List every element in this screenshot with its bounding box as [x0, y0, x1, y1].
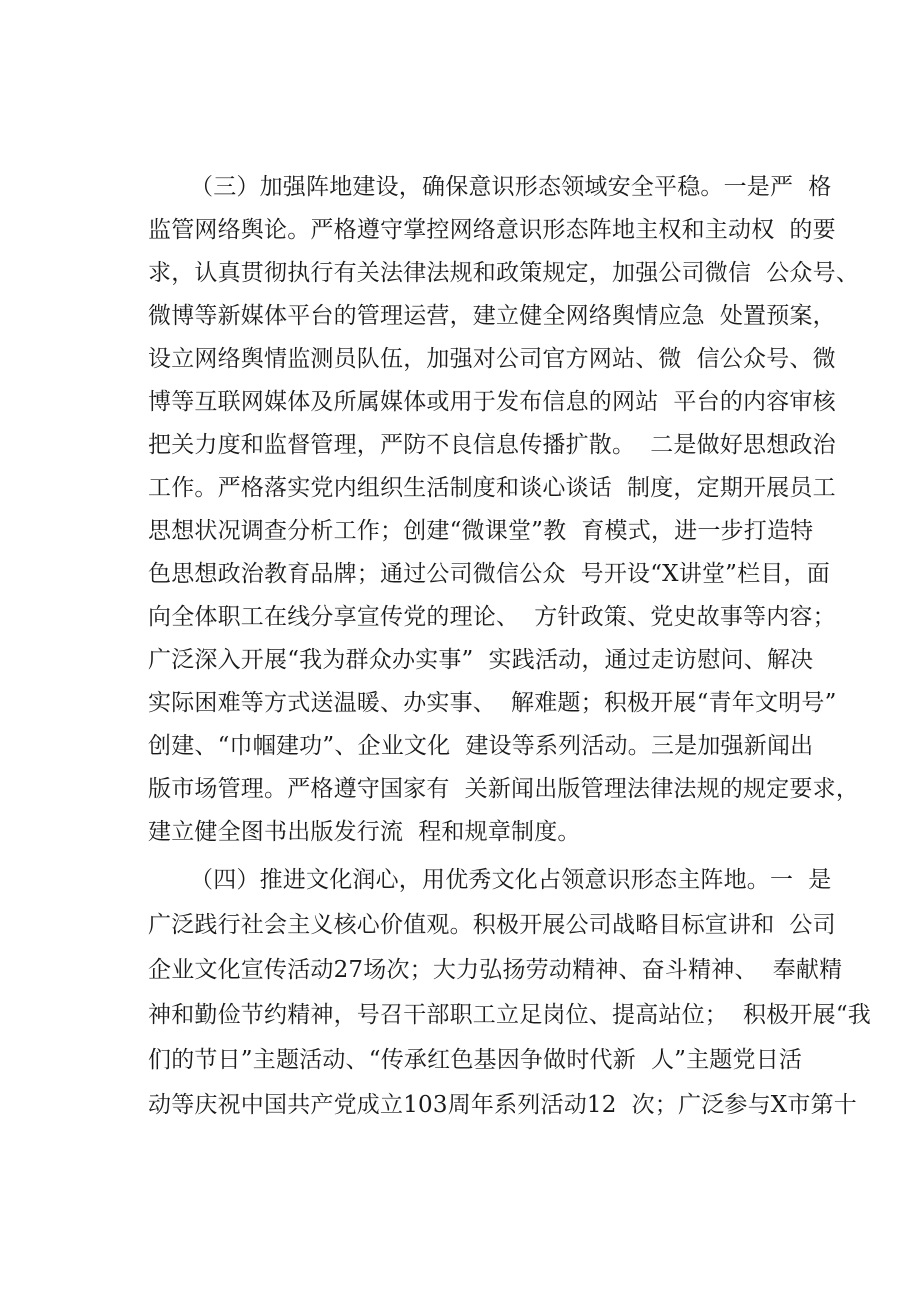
section-3-line-5: 设立网络舆情监测员队伍，加强对公司官方网站、微 信公众号、微 [148, 346, 836, 372]
section-3-line-14: 创建、“巾帼建功”、企业文化 建设等系列活动。三是加强新闻出 [148, 733, 814, 759]
section-3-line-4: 微博等新媒体平台的管理运营，建立健全网络舆情应急 处置预案， [148, 303, 836, 329]
section-3-line-12: 广泛深入开展“我为群众办实事” 实践活动，通过走访慰问、解决 [148, 647, 814, 673]
section-3-line-7: 把关力度和监督管理，严防不良信息传播扩散。 二是做好思想政治 [148, 432, 836, 458]
section-3-line-13: 实际困难等方式送温暖、办实事、 解难题；积极开展“青年文明号” [148, 690, 837, 716]
section-3-line-10: 色思想政治教育品牌；通过公司微信公众 号开设“X讲堂”栏目，面 [148, 561, 830, 587]
section-3-line-9: 思想状况调查分析工作；创建“微课堂”教 育模式，进一步打造特 [148, 518, 814, 544]
section-4-line-4: 神和勤俭节约精神，号召干部职工立足岗位、提高站位； 积极开展“我 [148, 1002, 871, 1028]
section-4-line-5: 们的节日”主题活动、“传承红色基因争做时代新 人”主题党日活 [148, 1047, 803, 1073]
section-4-line-6: 动等庆祝中国共产党成立103周年系列活动12 次；广泛参与X市第十 [148, 1092, 857, 1118]
section-4-line-1: （四）推进文化润心，用优秀文化占领意识形态主阵地。一 是 [190, 867, 832, 893]
section-4-line-3: 企业文化宣传活动27场次；大力弘扬劳动精神、奋斗精神、 奉献精 [148, 957, 843, 983]
section-3-line-16: 建立健全图书出版发行流 程和规章制度。 [148, 819, 581, 845]
section-3-line-1: （三）加强阵地建设，确保意识形态领域安全平稳。一是严 格 [190, 174, 832, 200]
section-3-line-2: 监管网络舆论。严格遵守掌控网络意识形态阵地主权和主动权 的要 [148, 217, 836, 243]
section-3-line-3: 求，认真贯彻执行有关法律法规和政策规定，加强公司微信 公众号、 [148, 260, 860, 286]
section-3-line-6: 博等互联网媒体及所属媒体或用于发布信息的网站 平台的内容审核 [148, 389, 836, 415]
section-3-line-15: 版市场管理。严格遵守国家有 关新闻出版管理法律法规的规定要求， [148, 776, 860, 802]
section-4-line-2: 广泛践行社会主义核心价值观。积极开展公司战略目标宣讲和 公司 [148, 912, 836, 938]
section-3-line-11: 向全体职工在线分享宣传党的理论、 方针政策、党史故事等内容； [148, 604, 836, 630]
section-3-line-8: 工作。严格落实党内组织生活制度和谈心谈话 制度，定期开展员工 [148, 475, 836, 501]
